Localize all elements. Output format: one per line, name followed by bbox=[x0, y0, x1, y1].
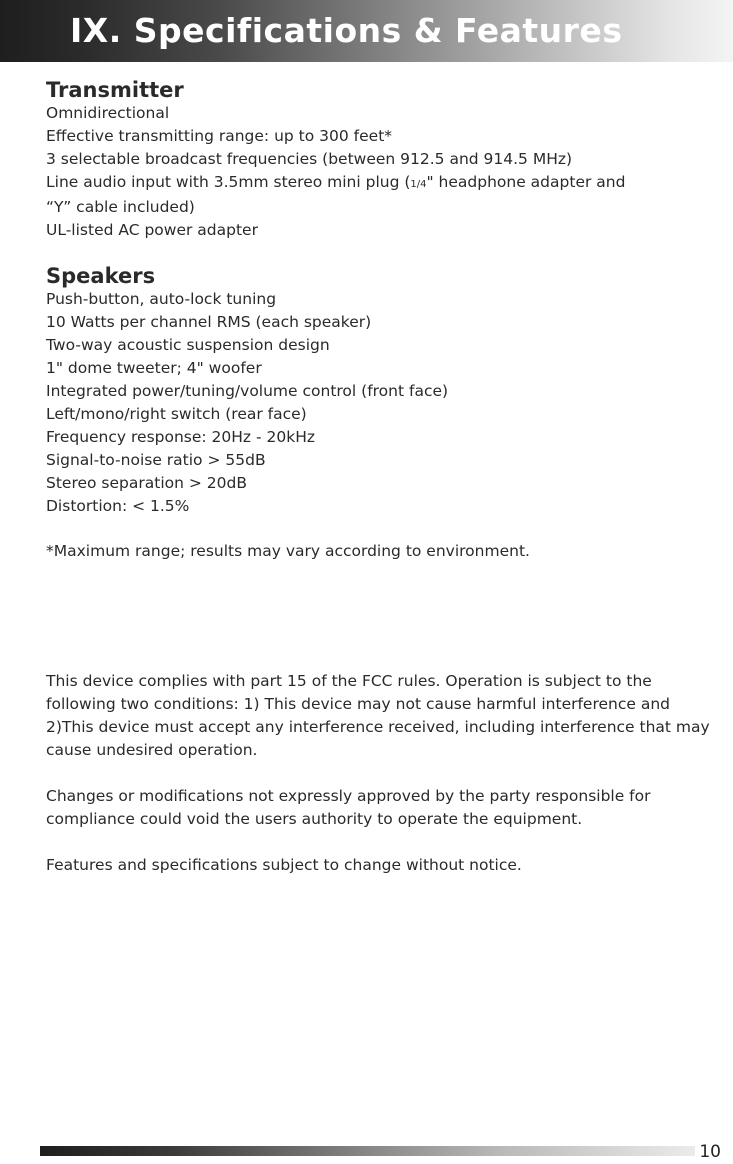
line-audio-text-end: " headphone adapter and bbox=[426, 173, 626, 191]
compliance-section bbox=[46, 670, 718, 900]
spacer bbox=[46, 242, 718, 264]
spec-item: 10 Watts per channel RMS (each speaker) bbox=[46, 313, 372, 331]
page-number: 10 bbox=[699, 1142, 721, 1162]
transmitter-heading: Transmitter bbox=[46, 78, 184, 102]
footnote: *Maximum range; results may vary according to environment. bbox=[46, 542, 530, 560]
spec-item: Omnidirectional bbox=[46, 104, 170, 122]
modifications-warning: Changes or modifications not expressly approved by the party responsible for compliance could void the users authority to operate the equipment. bbox=[46, 787, 651, 828]
spec-item: Stereo separation > 20dB bbox=[46, 474, 247, 492]
page-title: IX. Specifications & Features bbox=[70, 11, 623, 50]
transmitter-spec-list bbox=[46, 102, 718, 242]
speakers-spec-list bbox=[46, 288, 718, 518]
fcc-statement: This device complies with part 15 of the FCC rules. Operation is subject to the following two conditions: 1) This device may not cause harmful interference and 2)This device must accept any interference received, including interference that may cause undesired operation. bbox=[46, 672, 710, 759]
spec-item: Left/mono/right switch (rear face) bbox=[46, 405, 307, 423]
spec-item: UL-listed AC power adapter bbox=[46, 221, 258, 239]
header-band bbox=[0, 0, 733, 62]
spec-item: Frequency response: 20Hz - 20kHz bbox=[46, 428, 316, 446]
speakers-heading: Speakers bbox=[46, 264, 156, 288]
specifications-section bbox=[46, 78, 718, 563]
spec-item: 1" dome tweeter; 4" woofer bbox=[46, 359, 262, 377]
spec-item: Push-button, auto-lock tuning bbox=[46, 290, 277, 308]
spec-item-line-audio bbox=[46, 171, 718, 196]
change-notice: Features and specifications subject to change without notice. bbox=[46, 856, 522, 874]
line-audio-text: Line audio input with 3.5mm stereo mini plug ( bbox=[46, 173, 411, 191]
spec-item: 3 selectable broadcast frequencies (between 912.5 and 914.5 MHz) bbox=[46, 150, 573, 168]
spec-item: Signal-to-noise ratio > 55dB bbox=[46, 451, 266, 469]
fraction: 1/4 bbox=[410, 179, 427, 190]
spacer bbox=[46, 518, 718, 540]
spec-item: “Y” cable included) bbox=[46, 198, 195, 216]
spec-item: Effective transmitting range: up to 300 feet* bbox=[46, 127, 393, 145]
spec-item: Integrated power/tuning/volume control (front face) bbox=[46, 382, 449, 400]
footer-band bbox=[40, 1146, 695, 1156]
spec-item: Two-way acoustic suspension design bbox=[46, 336, 330, 354]
spec-item: Distortion: < 1.5% bbox=[46, 497, 190, 515]
